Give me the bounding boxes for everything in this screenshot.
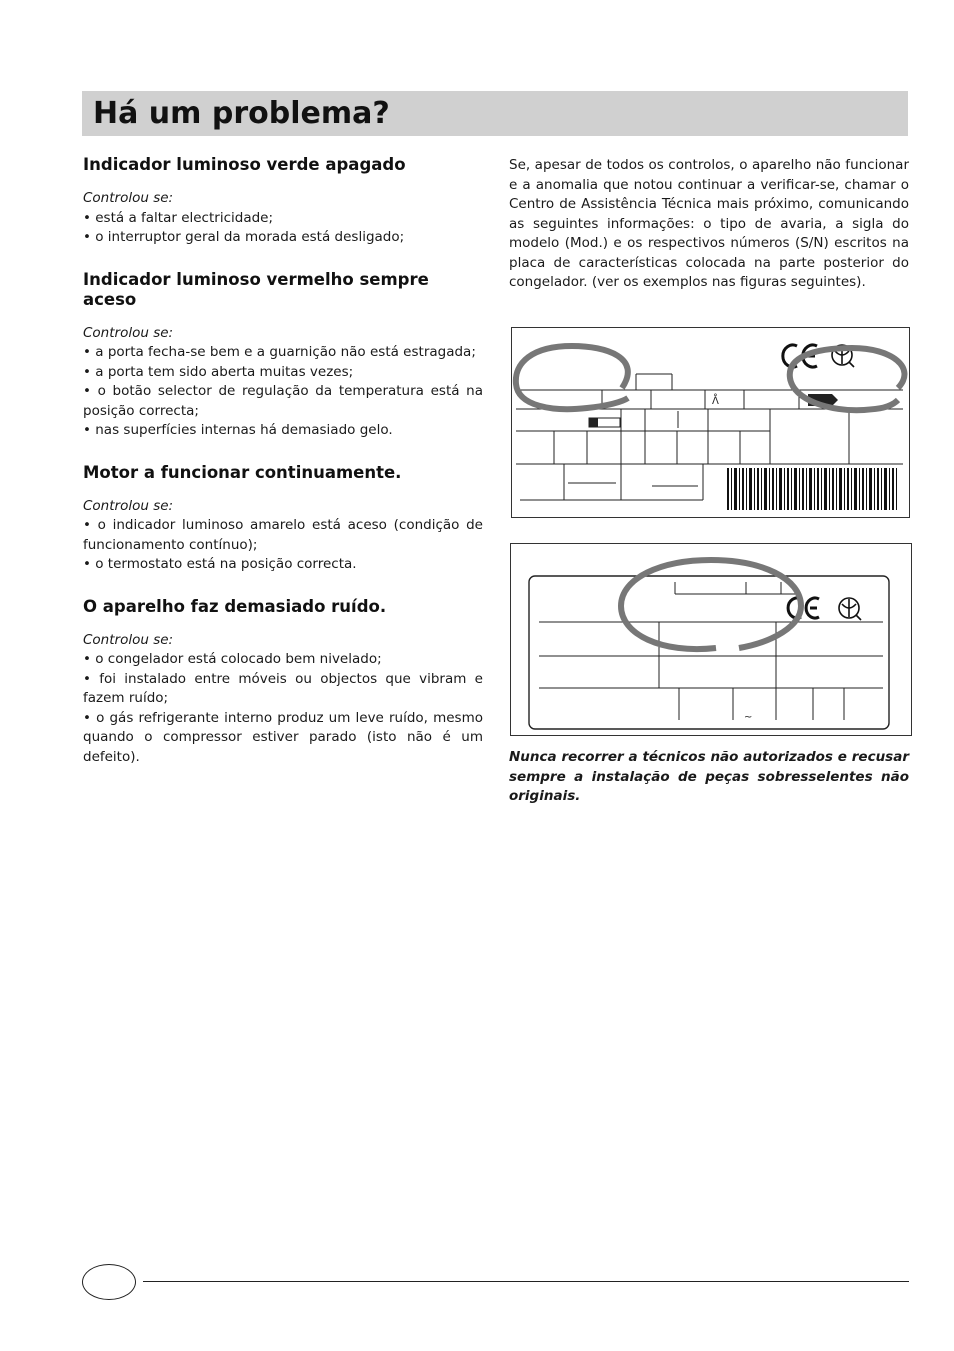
section-intro: Controlou se: — [83, 190, 174, 206]
section-intro: Controlou se: — [83, 324, 174, 341]
list-item: • o termostato está na posição correcta. — [83, 556, 357, 572]
section-heading: Indicador luminoso vermelho sempre aceso — [83, 269, 429, 309]
svg-text:ᐰ: ᐰ — [712, 396, 719, 407]
warning-note: Nunca recorrer a técnicos não autorizados e recusar sempre a instalação de peças sobresselentes não originais. — [509, 749, 909, 804]
highlight-ellipse — [621, 560, 801, 649]
list-item: • está a faltar electricidade; — [83, 209, 274, 226]
section-red-light — [83, 270, 483, 441]
footer-rule — [143, 1281, 909, 1282]
list-item: • a porta tem sido aberta muitas vezes; — [83, 363, 354, 380]
list-item: • o congelador está colocado bem nivelado; — [83, 651, 382, 667]
section-heading: O aparelho faz demasiado ruído. — [83, 596, 387, 616]
section-motor — [83, 463, 483, 575]
list-item: • nas superfícies internas há demasiado gelo. — [83, 422, 393, 438]
barcode — [727, 468, 897, 510]
right-column — [509, 156, 909, 293]
list-item: • a porta fecha-se bem e a guarnição não está estragada; — [83, 344, 476, 360]
list-item: • o interruptor geral da morada está desligado; — [83, 229, 405, 245]
list-item: • foi instalado entre móveis ou objectos que vibram e fazem ruído; — [83, 670, 483, 706]
section-green-light — [83, 155, 483, 248]
section-heading: Indicador luminoso verde apagado — [83, 155, 406, 174]
section-heading: Motor a funcionar continuamente. — [83, 462, 402, 482]
rating-plate-drawing-2 — [511, 544, 911, 735]
rating-plate-figure-2 — [510, 543, 912, 736]
highlight-ellipse — [516, 346, 905, 410]
svg-text:~: ~ — [744, 712, 753, 723]
list-item: • o gás refrigerante interno produz um leve ruído, mesmo quando o compressor estiver parado (isto não é um defeito). — [83, 709, 483, 765]
section-intro: Controlou se: — [83, 497, 174, 514]
page-title: Há um problema? — [93, 96, 390, 131]
rating-plate-drawing-1 — [512, 328, 909, 517]
service-paragraph: Se, apesar de todos os controlos, o aparelho não funcionar e a anomalia que notou continuar a verificar-se, chamar o Centro de Assistência Técnica mais próximo, comunicando as seguintes informações: o tipo de avaria, a sigla do modelo (Mod.) e os respectivos números (S/N) escritos na placa de características colocada na parte posterior do congelador. (ver os exemplos nas figuras seguintes). — [509, 157, 909, 290]
rating-plate-figure-1 — [511, 327, 910, 518]
section-intro: Controlou se: — [83, 631, 174, 648]
left-column — [83, 155, 483, 789]
quality-mark-icon — [839, 598, 861, 620]
list-item: • o botão selector de regulação da temperatura está na posição correcta; — [83, 383, 483, 419]
list-item: • o indicador luminoso amarelo está aceso (condição de funcionamento contínuo); — [83, 517, 483, 553]
title-bar — [82, 91, 908, 136]
language-badge — [82, 1264, 136, 1300]
section-noise — [83, 597, 483, 768]
